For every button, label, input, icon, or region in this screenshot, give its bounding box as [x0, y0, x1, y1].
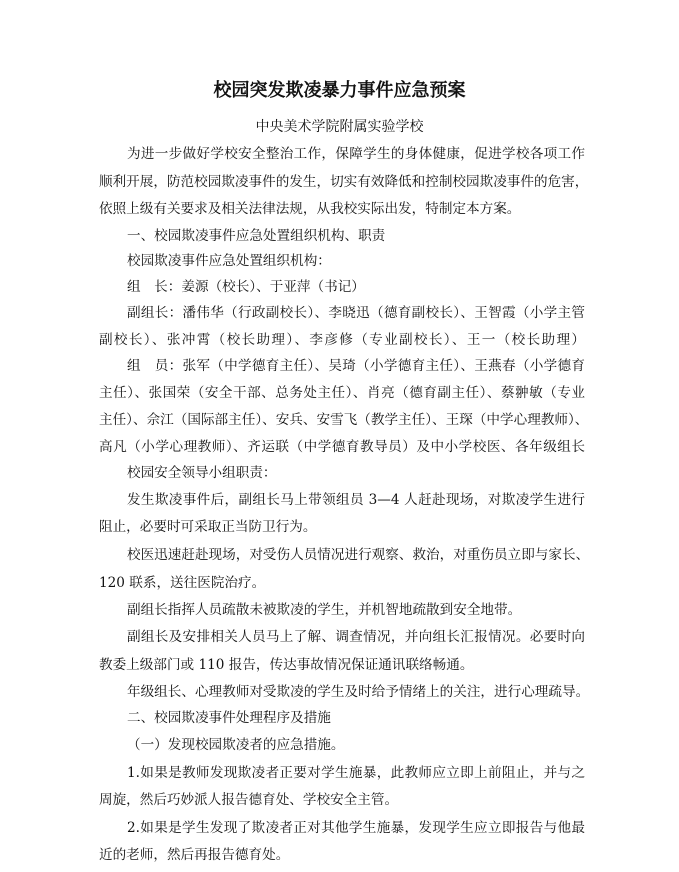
document-title: 校园突发欺凌暴力事件应急预案: [213, 80, 466, 101]
paragraph-line: 副组长指挥人员疏散未被欺凌的学生，并机智地疏散到安全地带。: [127, 602, 522, 618]
paragraph-line: 1.如果是教师发现欺凌者正要对学生施暴，此教师应立即上前阻止，并与之: [127, 765, 585, 781]
paragraph-line: 教委上级部门或 110 报告，传达事故情况保证通讯联络畅通。: [99, 657, 474, 673]
paragraph-line: 年级组长、心理教师对受欺凌的学生及时给予情绪上的关注，进行心理疏导。: [127, 684, 590, 700]
section-heading: 一、校园欺凌事件应急处置组织机构、职责: [127, 228, 386, 244]
paragraph-line: 校医迅速赶赴现场，对受伤人员情况进行观察、救治，对重伤员立即与家长、: [127, 547, 590, 563]
paragraph-line: 依照上级有关要求及相关法律法规，从我校实际出发，特制定本方案。: [99, 201, 521, 217]
paragraph-line: 副校长）、张冲霄（校长助理）、李彦修（专业副校长）、王一（校长助理）: [99, 332, 585, 348]
paragraph-line: 组 员：张军（中学德育主任）、吴琦（小学德育主任）、王燕春（小学德育: [127, 358, 585, 374]
paragraph-line: 发生欺凌事件后，副组长马上带领组员 3—4 人赶赴现场，对欺凌学生进行: [127, 492, 585, 508]
paragraph-line: 周旋，然后巧妙派人报告德育处、学校安全主管。: [99, 792, 399, 808]
paragraph-line: 主任）、佘江（国际部主任）、安兵、安雪飞（教学主任）、王琛（中学心理教师）、: [99, 412, 589, 428]
paragraph-line: 校园安全领导小组职责：: [127, 465, 277, 481]
paragraph-line: 为进一步做好学校安全整治工作，保障学生的身体健康，促进学校各项工作: [127, 146, 585, 162]
paragraph-line: 近的老师，然后再报告德育处。: [99, 847, 290, 863]
subsection-heading: （一）发现校园欺凌者的应急措施。: [127, 737, 345, 753]
paragraph-line: 校园欺凌事件应急处置组织机构：: [127, 253, 331, 269]
paragraph-line: 阻止，必要时可采取正当防卫行为。: [99, 519, 317, 535]
paragraph-line: 120 联系，送往医院治疗。: [99, 575, 266, 591]
document-subtitle: 中央美术学院附属实验学校: [255, 119, 424, 135]
paragraph-line: 2.如果是学生发现了欺凌者正对其他学生施暴，发现学生应立即报告与他最: [127, 820, 585, 836]
paragraph-line: 高凡（小学心理教师）、齐运联（中学德育教导员）及中小学校医、各年级组长: [99, 439, 585, 455]
paragraph-line: 主任）、张国荣（安全干部、总务处主任）、肖亮（德育副主任）、蔡翀敏（专业: [99, 385, 585, 401]
paragraph-line: 副组长：潘伟华（行政副校长）、李晓迅（德育副校长）、王智霞（小学主管: [127, 305, 585, 321]
paragraph-line: 副组长及安排相关人员马上了解、调查情况，并向组长汇报情况。必要时向: [127, 629, 585, 645]
section-heading: 二、校园欺凌事件处理程序及措施: [127, 710, 331, 726]
paragraph-line: 组 长：姜源（校长）、于亚萍（书记）: [127, 279, 365, 295]
paragraph-line: 顺利开展，防范校园欺凌事件的发生，切实有效降低和控制校园欺凌事件的危害，: [99, 174, 589, 190]
